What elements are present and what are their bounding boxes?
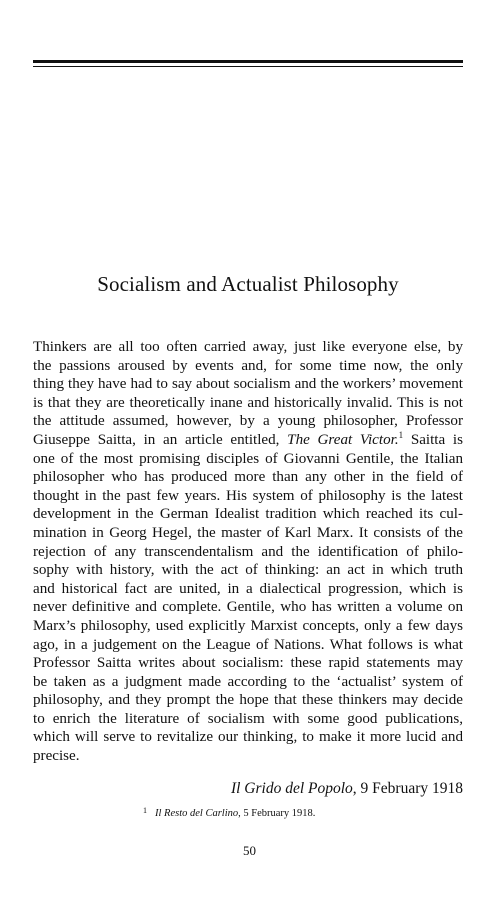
body-line: which will serve to revitalize our thinking, to make it more lucid and: [33, 729, 463, 746]
body-line: be taken as a judgment made according to the ‘actualist’ system of: [33, 673, 463, 690]
body-line: development in the German Idealist tradition which reached its cul-: [33, 506, 463, 523]
footnote: [143, 804, 315, 821]
body-line: rejection of any transcendentalism and the identification of philo-: [33, 543, 463, 560]
body-line-text: Giuseppe Saitta, in an article entitled,: [33, 431, 280, 448]
chapter-title: Socialism and Actualist Philosophy: [97, 272, 399, 296]
body-line: philosophy, and they prompt the hope that these thinkers may decide: [33, 692, 463, 709]
page-number: 50: [243, 843, 256, 858]
body-line: Thinkers are all too often carried away, just like everyone else, by: [33, 339, 463, 355]
body-line: sophy with history, with the act of thinking: an act in which truth: [33, 562, 463, 579]
footnote-mark: 1: [143, 806, 147, 815]
body-line: to enrich the literature of socialism with some good publications,: [33, 710, 463, 727]
body-line: Professor Saitta writes about socialism: these rapid statements may: [33, 655, 463, 672]
header-rule-thick: [33, 60, 463, 63]
body-line: mination in Georg Hegel, the master of Karl Marx. It consists of the: [33, 524, 463, 541]
body-line: and historical fact are united, in a dialectical progression, which is: [33, 580, 463, 597]
source-citation: [231, 779, 463, 799]
body-line: ago, in a judgement on the League of Nations. What follows is what: [33, 636, 463, 653]
body-line: philosopher who has produced more than any other in the field of: [33, 469, 463, 486]
body-paragraph: [33, 338, 463, 766]
body-line-text: Saitta is: [410, 431, 463, 448]
body-line: precise.: [33, 748, 80, 765]
body-line: thing they have had to say about socialism and the workers’ movement: [33, 376, 463, 393]
body-line: the attitude assumed, however, by a young philosopher, Professor: [33, 413, 463, 430]
source-publication: Il Grido del Popolo: [230, 780, 353, 797]
body-line: the passions aroused by events and, for some time now, the only: [33, 357, 463, 374]
body-line: [33, 431, 463, 450]
body-line: is that they are theoretically inane and historically invalid. This is not: [33, 394, 463, 411]
footnote-reference: 1: [398, 429, 404, 440]
article-title: The Great Victor.: [287, 431, 399, 448]
footnote-date: , 5 February 1918.: [238, 808, 316, 819]
source-date: , 9 February 1918: [352, 780, 463, 797]
body-line: one of the most promising disciples of Giovanni Gentile, the Italian: [33, 450, 463, 467]
body-line: Marx’s philosophy, used explicitly Marxist concepts, only a few days: [33, 617, 463, 634]
body-line: thought in the past few years. His system of philosophy is the latest: [33, 487, 463, 504]
header-rule-thin: [33, 66, 463, 67]
body-line: never definitive and complete. Gentile, who has written a volume on: [33, 599, 463, 616]
footnote-publication: Il Resto del Carlino: [155, 808, 239, 819]
